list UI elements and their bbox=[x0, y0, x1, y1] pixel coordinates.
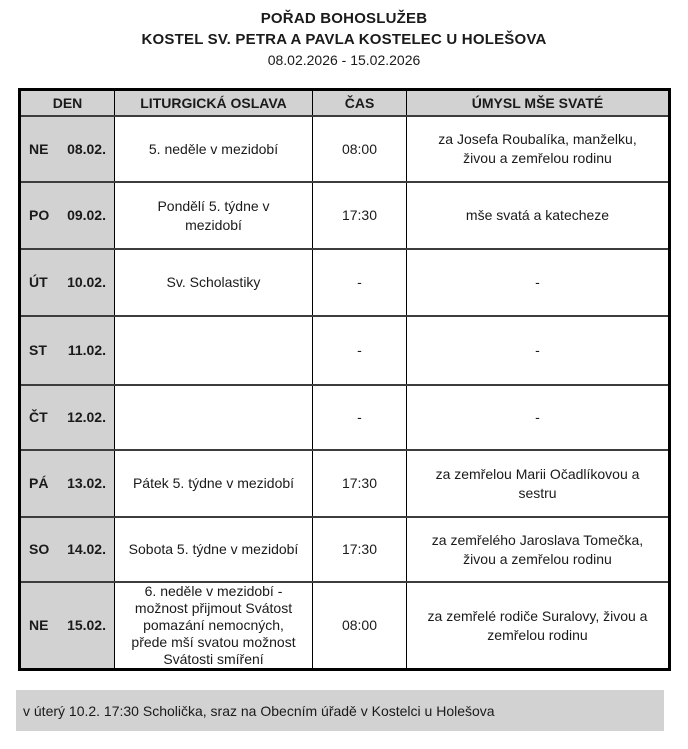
day-abbr: NE bbox=[29, 140, 49, 157]
page-title: POŘAD BOHOSLUŽEB bbox=[260, 10, 428, 27]
celebration-cell: Pondělí 5. týdne v mezidobí bbox=[115, 182, 313, 249]
table-row bbox=[20, 450, 670, 517]
day-date: 11.02. bbox=[67, 342, 106, 358]
time-cell: - bbox=[313, 316, 407, 385]
footer-note-text: v úterý 10.2. 17:30 Scholička, sraz na Obecním úřadě v Kostelci u Holešova bbox=[23, 702, 495, 719]
table-row bbox=[20, 517, 670, 582]
intention-cell: - bbox=[407, 316, 670, 385]
date-range: 08.02.2026 - 15.02.2026 bbox=[267, 52, 421, 68]
day-date: 15.02. bbox=[67, 617, 106, 633]
celebration-cell: 5. neděle v mezidobí bbox=[115, 116, 313, 182]
day-cell bbox=[20, 385, 115, 450]
col-header-den: DEN bbox=[20, 90, 115, 117]
intention-cell: za Josefa Roubalíka, manželku, živou a zemřelou rodinu bbox=[407, 116, 670, 182]
col-header-celebration: LITURGICKÁ OSLAVA bbox=[115, 90, 313, 117]
day-abbr: ST bbox=[29, 342, 47, 358]
day-abbr: ÚT bbox=[29, 274, 48, 290]
intention-cell: mše svatá a katecheze bbox=[407, 182, 670, 249]
celebration-cell bbox=[115, 385, 313, 450]
time-cell: 08:00 bbox=[313, 116, 407, 182]
table-row bbox=[20, 116, 670, 182]
day-date: 10.02. bbox=[67, 274, 106, 290]
day-cell bbox=[20, 582, 115, 670]
intention-cell: za zemřelé rodiče Suralovy, živou a zemřelou rodinu bbox=[407, 582, 670, 670]
intention-cell: za zemřelou Marii Očadlíkovou a sestru bbox=[407, 450, 670, 517]
schedule-table bbox=[18, 88, 671, 671]
day-cell bbox=[20, 182, 115, 249]
celebration-cell: Pátek 5. týdne v mezidobí bbox=[115, 450, 313, 517]
table-row bbox=[20, 182, 670, 249]
day-cell bbox=[20, 249, 115, 316]
church-title: KOSTEL SV. PETRA A PAVLA KOSTELEC U HOLEŠOVA bbox=[141, 31, 547, 48]
time-cell: 17:30 bbox=[313, 182, 407, 249]
day-cell bbox=[20, 316, 115, 385]
day-abbr: PÁ bbox=[29, 475, 49, 491]
celebration-cell bbox=[115, 316, 313, 385]
col-header-intention: ÚMYSL MŠE SVATÉ bbox=[407, 90, 670, 117]
day-cell bbox=[20, 116, 115, 182]
title-block bbox=[0, 8, 688, 71]
table-row bbox=[20, 385, 670, 450]
day-date: 08.02. bbox=[67, 140, 106, 157]
time-cell: 08:00 bbox=[313, 582, 407, 670]
time-cell: - bbox=[313, 385, 407, 450]
footer-note-bar bbox=[16, 690, 664, 731]
col-header-time: ČAS bbox=[313, 90, 407, 117]
table-row bbox=[20, 249, 670, 316]
day-date: 12.02. bbox=[67, 409, 106, 425]
day-abbr: NE bbox=[29, 617, 49, 633]
day-date: 13.02. bbox=[67, 475, 106, 491]
time-cell: 17:30 bbox=[313, 450, 407, 517]
table-row bbox=[20, 316, 670, 385]
day-cell bbox=[20, 450, 115, 517]
day-abbr: ČT bbox=[29, 409, 48, 425]
table-row bbox=[20, 582, 670, 670]
table-header-row bbox=[20, 90, 670, 117]
celebration-cell: Sobota 5. týdne v mezidobí bbox=[115, 517, 313, 582]
celebration-cell: 6. neděle v mezidobí - možnost přijmout Svátost pomazání nemocných, přede mší svatou možnost Svátosti smíření bbox=[115, 582, 313, 670]
intention-cell: - bbox=[407, 385, 670, 450]
celebration-cell: Sv. Scholastiky bbox=[115, 249, 313, 316]
day-cell bbox=[20, 517, 115, 582]
day-date: 09.02. bbox=[67, 207, 106, 223]
day-abbr: PO bbox=[29, 207, 50, 223]
intention-cell: za zemřelého Jaroslava Tomečka, živou a zemřelou rodinu bbox=[407, 517, 670, 582]
time-cell: 17:30 bbox=[313, 517, 407, 582]
day-date: 14.02. bbox=[67, 541, 106, 557]
intention-cell: - bbox=[407, 249, 670, 316]
day-abbr: SO bbox=[29, 541, 50, 557]
time-cell: - bbox=[313, 249, 407, 316]
